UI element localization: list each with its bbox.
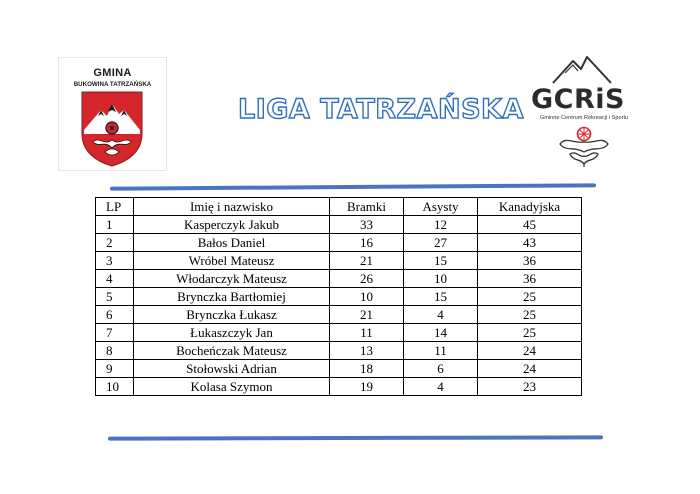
table-row (96, 306, 582, 324)
cell-name: Stołowski Adrian (134, 360, 330, 378)
cell-assists: 4 (404, 306, 478, 324)
cell-goals: 19 (330, 378, 404, 396)
cell-name: Bałos Daniel (134, 234, 330, 252)
cell-canadian: 36 (478, 252, 582, 270)
cell-name: Włodarczyk Mateusz (134, 270, 330, 288)
cell-assists: 27 (404, 234, 478, 252)
cell-assists: 10 (404, 270, 478, 288)
cell-assists: 4 (404, 378, 478, 396)
header-canadian: Kanadyjska (478, 198, 582, 216)
table-row (96, 252, 582, 270)
cell-goals: 33 (330, 216, 404, 234)
cell-canadian: 25 (478, 288, 582, 306)
table-row (96, 216, 582, 234)
cell-name: Brynczka Bartłomiej (134, 288, 330, 306)
cell-canadian: 36 (478, 270, 582, 288)
cell-assists: 6 (404, 360, 478, 378)
table-row (96, 270, 582, 288)
header-goals: Bramki (330, 198, 404, 216)
table-row (96, 378, 582, 396)
gcris-logo-text: GCRiS (531, 84, 625, 115)
cell-canadian: 25 (478, 306, 582, 324)
header-name: Imię i nazwisko (134, 198, 330, 216)
cell-lp: 5 (96, 288, 134, 306)
cell-name: Wróbel Mateusz (134, 252, 330, 270)
cell-lp: 4 (96, 270, 134, 288)
table-row (96, 360, 582, 378)
table-header-row (96, 198, 582, 216)
cell-lp: 7 (96, 324, 134, 342)
cell-canadian: 24 (478, 342, 582, 360)
cell-lp: 3 (96, 252, 134, 270)
coat-of-arms-icon (79, 90, 145, 168)
cell-canadian: 25 (478, 324, 582, 342)
table-row (96, 288, 582, 306)
league-standings-table (95, 197, 582, 396)
cell-goals: 18 (330, 360, 404, 378)
cell-canadian: 45 (478, 216, 582, 234)
crest-title-line1: GMINA (93, 67, 132, 79)
cell-goals: 21 (330, 252, 404, 270)
cell-goals: 26 (330, 270, 404, 288)
cell-goals: 21 (330, 306, 404, 324)
cell-lp: 9 (96, 360, 134, 378)
crest-title-line2: BUKOWINA TATRZAŃSKA (73, 81, 152, 88)
cell-goals: 11 (330, 324, 404, 342)
league-title: LIGA TATRZAŃSKA (238, 94, 524, 125)
cell-canadian: 24 (478, 360, 582, 378)
table-row (96, 234, 582, 252)
cell-name: Bocheńczak Mateusz (134, 342, 330, 360)
cell-assists: 12 (404, 216, 478, 234)
bottom-divider (108, 435, 603, 440)
cell-name: Brynczka Łukasz (134, 306, 330, 324)
mountain-logo-icon (551, 55, 613, 85)
cell-canadian: 23 (478, 378, 582, 396)
cell-name: Łukaszczyk Jan (134, 324, 330, 342)
cell-assists: 11 (404, 342, 478, 360)
cell-lp: 1 (96, 216, 134, 234)
cell-name: Kasperczyk Jakub (134, 216, 330, 234)
cell-assists: 14 (404, 324, 478, 342)
cell-name: Kolasa Szymon (134, 378, 330, 396)
top-divider (110, 183, 596, 190)
cell-goals: 16 (330, 234, 404, 252)
cell-lp: 8 (96, 342, 134, 360)
header-lp: LP (96, 198, 134, 216)
gcris-logo-subtitle: Gminne Centrum Rekreacji i Sportu (539, 115, 629, 121)
header-assists: Asysty (404, 198, 478, 216)
cell-canadian: 43 (478, 234, 582, 252)
table-row (96, 324, 582, 342)
cell-goals: 13 (330, 342, 404, 360)
cell-lp: 10 (96, 378, 134, 396)
folk-ornament-icon (556, 122, 612, 168)
cell-assists: 15 (404, 252, 478, 270)
cell-lp: 2 (96, 234, 134, 252)
cell-assists: 15 (404, 288, 478, 306)
table-row (96, 342, 582, 360)
cell-lp: 6 (96, 306, 134, 324)
gmina-crest-logo (58, 57, 167, 171)
cell-goals: 10 (330, 288, 404, 306)
